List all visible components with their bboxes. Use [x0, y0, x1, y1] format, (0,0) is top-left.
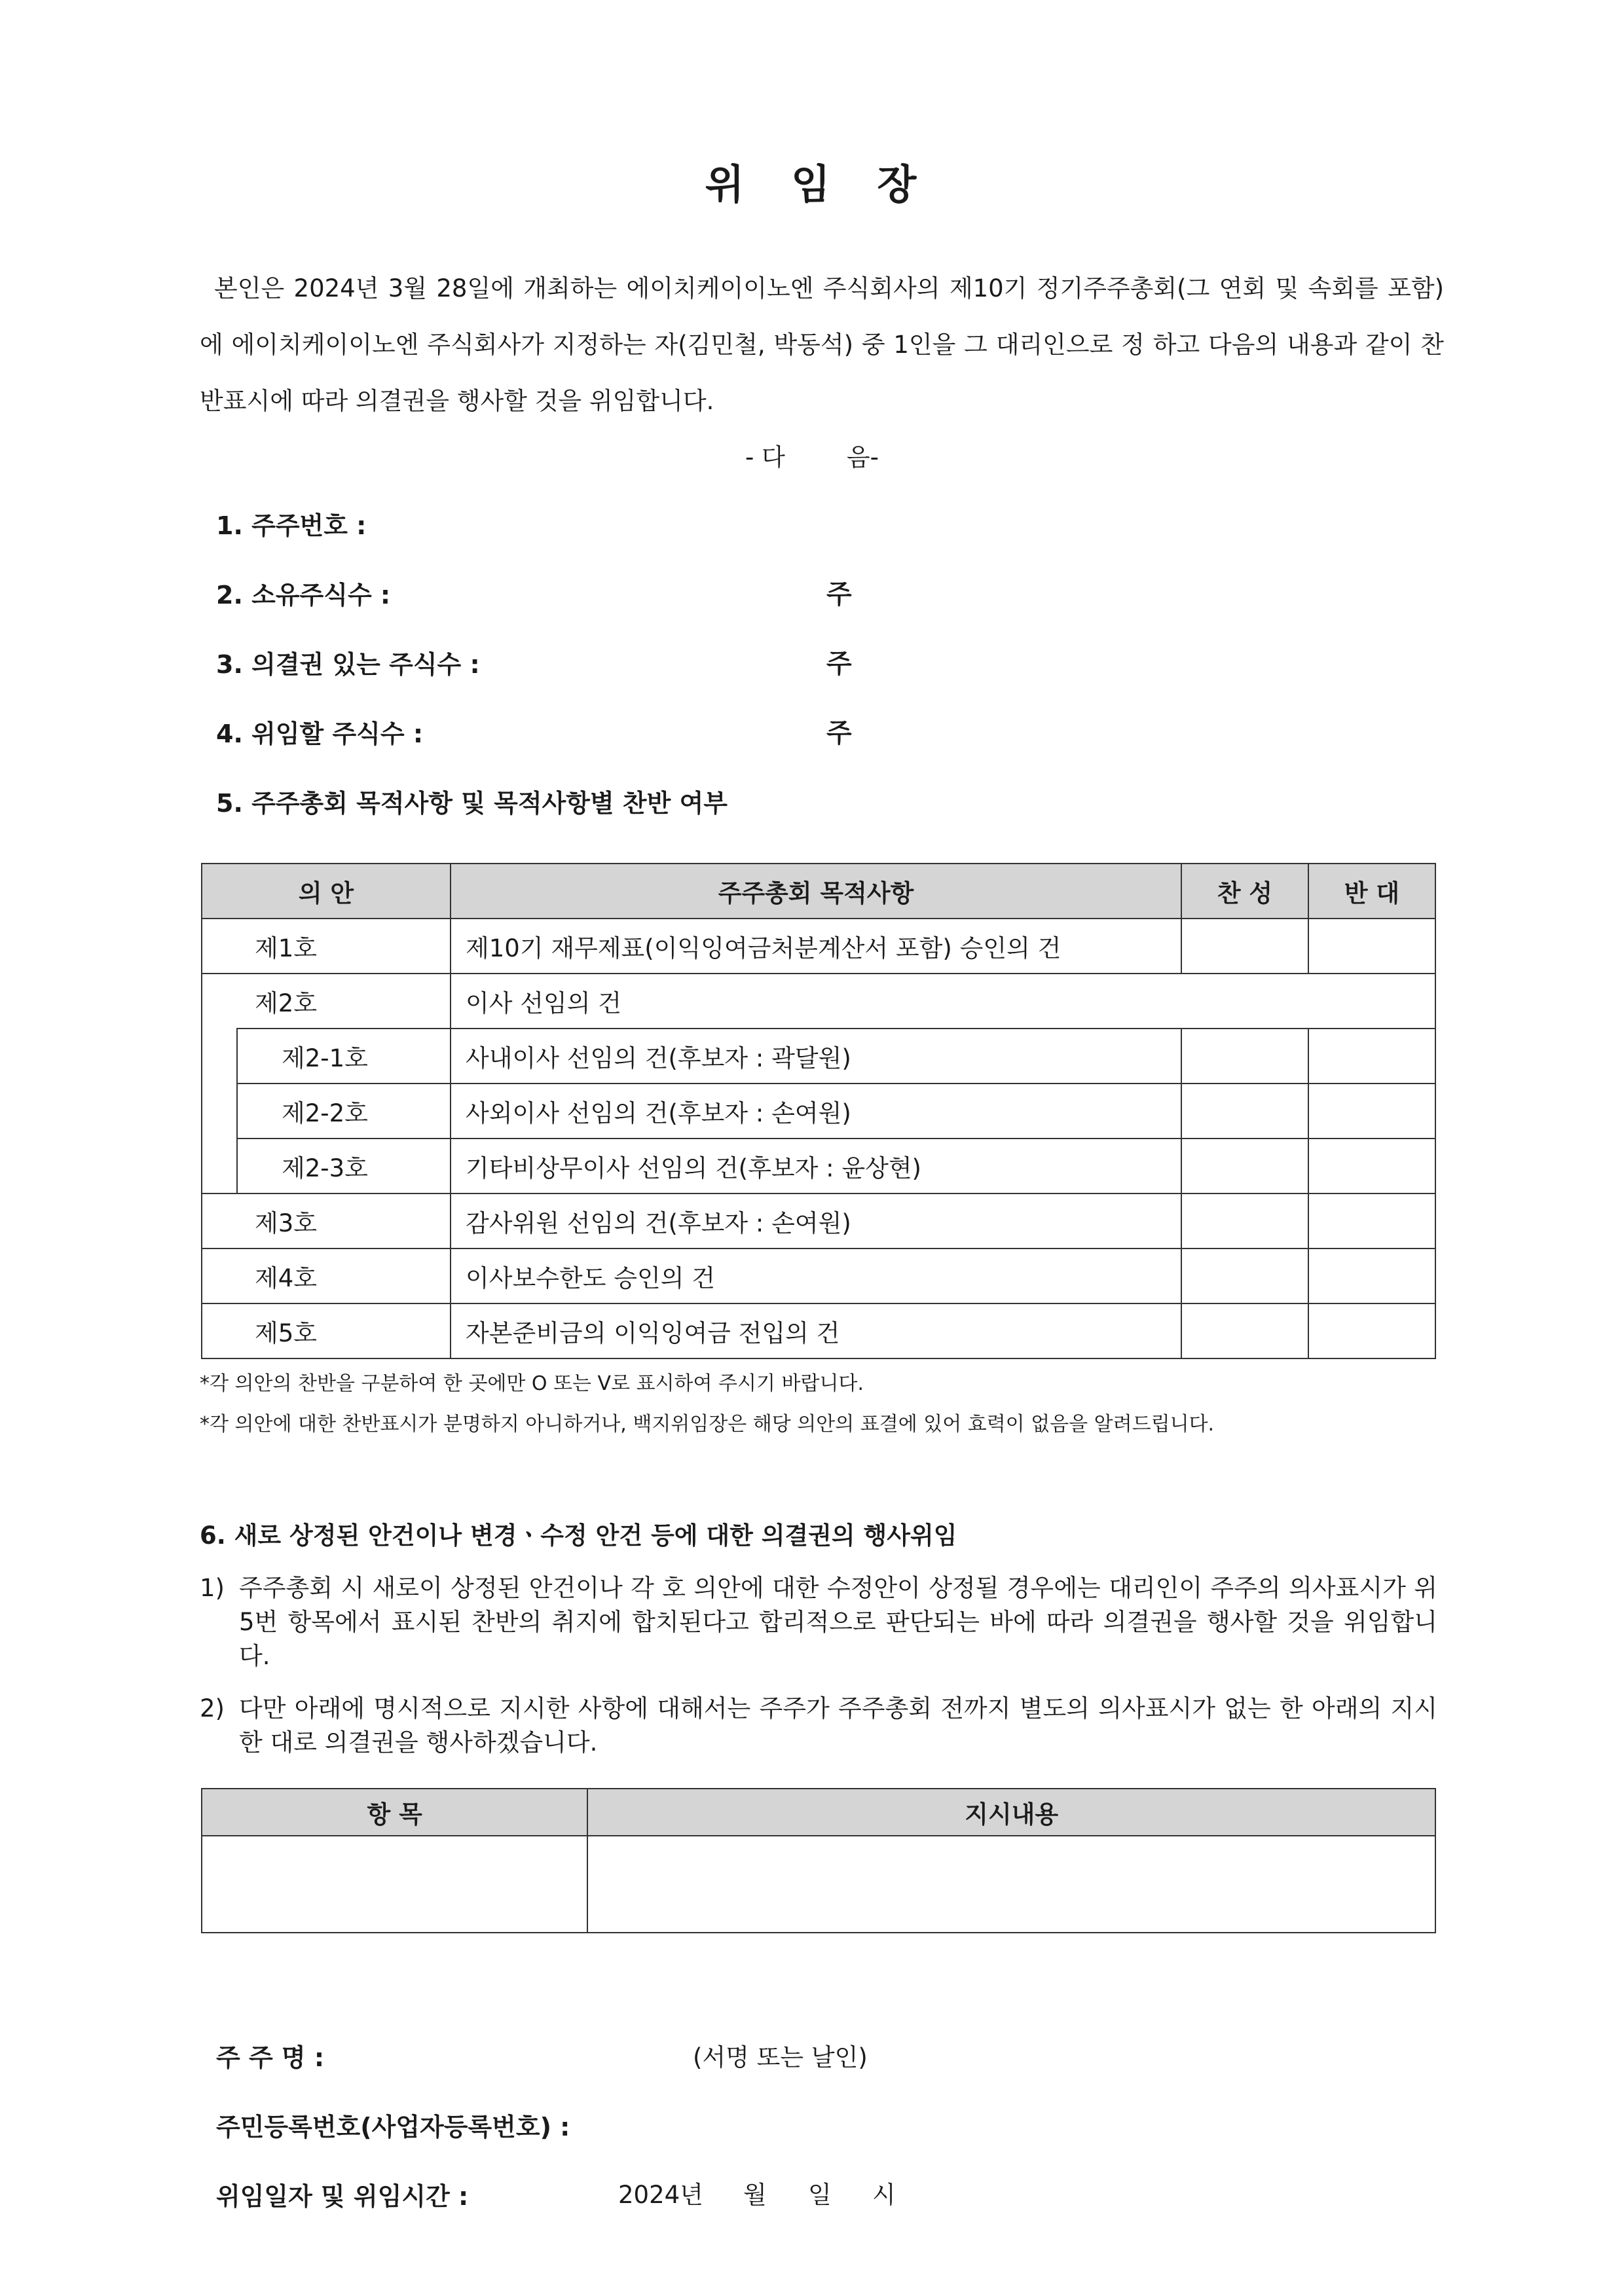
- vote-yes-cell[interactable]: [1181, 1303, 1308, 1358]
- vote-yes-cell[interactable]: [1181, 1084, 1308, 1139]
- table-row: [202, 1836, 1435, 1933]
- date-day: 일: [808, 2181, 832, 2209]
- next-label: - 다 음-: [745, 443, 879, 471]
- signature-seal-label: (서명 또는 날인): [693, 2043, 868, 2071]
- instruction-table: [201, 1788, 1436, 1933]
- instruction-item-cell[interactable]: [202, 1836, 587, 1933]
- agenda-header-no: 의 안: [202, 864, 451, 919]
- vote-yes-cell[interactable]: [1181, 1029, 1308, 1084]
- agenda-no: 제2-1호: [237, 1029, 451, 1084]
- agenda-item: 사외이사 선임의 건(후보자 : 손여원): [451, 1084, 1181, 1139]
- sub-indent: [202, 1029, 237, 1084]
- table-row: [202, 974, 1435, 1029]
- document-title: 위 임 장: [705, 160, 919, 208]
- note-2: *각 의안에 대한 찬반표시가 분명하지 아니하거나, 백지위임장은 해당 의안의 표결에 있어 효력이 없음을 알려드립니다.: [200, 1413, 1215, 1436]
- paragraph-1-text: 주주총회 시 새로이 상정된 안건이나 각 호 의안에 대한 수정안이 상정될 경우에는 대리인이 주주의 의사표시가 위 5번 항목에서 표시된 찬반의 취지에 합치된다고 합리적으로 판단되는 바에 따라 의결권을 행사할 것을 위임합니다.: [239, 1574, 1437, 1670]
- agenda-no: 제1호: [202, 919, 451, 974]
- note-1: *각 의안의 찬반을 구분하여 한 곳에만 O 또는 V로 표시하여 주시기 바랍니다.: [200, 1372, 864, 1395]
- table-row: [202, 1029, 1435, 1084]
- table-row: [202, 1194, 1435, 1248]
- agenda-table: [201, 863, 1436, 1359]
- registration-number-label: 주민등록번호(사업자등록번호) :: [216, 2113, 570, 2141]
- table-row: [202, 1139, 1435, 1194]
- agenda-header-row: [202, 864, 1435, 919]
- intro-paragraph: [200, 261, 1444, 429]
- date-month: 월: [743, 2181, 767, 2209]
- vote-yes-cell[interactable]: [1181, 1139, 1308, 1194]
- agenda-no: 제4호: [202, 1248, 451, 1303]
- table-row: [202, 1303, 1435, 1358]
- section-6-paragraph-2: [200, 1692, 1437, 1760]
- agenda-item: 사내이사 선임의 건(후보자 : 곽달원): [451, 1029, 1181, 1084]
- sub-indent: [202, 1139, 237, 1194]
- agenda-item: 이사보수한도 승인의 건: [451, 1248, 1181, 1303]
- vote-no-cell[interactable]: [1308, 919, 1435, 974]
- vote-no-cell[interactable]: [1308, 1303, 1435, 1358]
- table-row: [202, 1248, 1435, 1303]
- agenda-no: 제3호: [202, 1194, 451, 1248]
- date-hour: 시: [872, 2181, 896, 2209]
- vote-yes-cell[interactable]: [1181, 919, 1308, 974]
- agenda-no: 제2-2호: [237, 1084, 451, 1139]
- vote-yes-cell[interactable]: [1181, 1194, 1308, 1248]
- agenda-item: 이사 선임의 건: [451, 974, 1435, 1029]
- intro-line-1: 본인은 2024년 3월 28일에 개최하는 에이치케이이노엔 주식회사의 제10기 정기주주총회(그 연회 및: [214, 274, 1299, 302]
- instruction-content-cell[interactable]: [587, 1836, 1435, 1933]
- shareholder-name-label: 주 주 명 :: [216, 2043, 325, 2072]
- agenda-header-yes: 찬 성: [1181, 864, 1308, 919]
- agenda-item: 자본준비금의 이익잉여금 전입의 건: [451, 1303, 1181, 1358]
- vote-no-cell[interactable]: [1308, 1084, 1435, 1139]
- table-row: [202, 1084, 1435, 1139]
- instruction-header-content: 지시내용: [587, 1789, 1435, 1836]
- delegated-shares-label: 4. 위임할 주식수 :: [216, 720, 424, 748]
- owned-shares-label: 2. 소유주식수 :: [216, 581, 391, 610]
- agenda-item: 기타비상무이사 선임의 건(후보자 : 윤상현): [451, 1139, 1181, 1194]
- vote-no-cell[interactable]: [1308, 1139, 1435, 1194]
- agenda-section-title: 5. 주주총회 목적사항 및 목적사항별 찬반 여부: [216, 789, 728, 818]
- agenda-item: 감사위원 선임의 건(후보자 : 손여원): [451, 1194, 1181, 1248]
- instruction-header-item: 항 목: [202, 1789, 587, 1836]
- voting-shares-unit: 주: [826, 649, 852, 679]
- table-row: [202, 919, 1435, 974]
- delegation-date-label: 위임일자 및 위임시간 :: [216, 2182, 469, 2211]
- agenda-no: 제2호: [202, 974, 451, 1029]
- sub-indent: [202, 1084, 237, 1139]
- instruction-header-row: [202, 1789, 1435, 1836]
- vote-no-cell[interactable]: [1308, 1194, 1435, 1248]
- delegated-shares-unit: 주: [826, 718, 852, 748]
- paragraph-2-number: 2): [200, 1694, 225, 1722]
- voting-shares-label: 3. 의결권 있는 주식수 :: [216, 650, 480, 679]
- paragraph-1-number: 1): [200, 1574, 225, 1602]
- date-year: 2024년: [618, 2181, 703, 2209]
- owned-shares-unit: 주: [826, 579, 852, 610]
- section-6-title: 6. 새로 상정된 안건이나 변경ㆍ수정 안건 등에 대한 의결권의 행사위임: [200, 1522, 957, 1550]
- agenda-no: 제5호: [202, 1303, 451, 1358]
- agenda-no: 제2-3호: [237, 1139, 451, 1194]
- shareholder-number-label: 1. 주주번호 :: [216, 511, 367, 540]
- intro-line-2: 속회를 포함)에 에이치케이이노엔 주식회사가 지정하는 자(김민철, 박동석) 중 1인을 그 대리인으로 정: [200, 274, 1445, 359]
- agenda-item: 제10기 재무제표(이익잉여금처분계산서 포함) 승인의 건: [451, 919, 1181, 974]
- agenda-header-no-vote: 반 대: [1308, 864, 1435, 919]
- paragraph-2-text: 다만 아래에 명시적으로 지시한 사항에 대해서는 주주가 주주총회 전까지 별도의 의사표시가 없는 한 아래의 지시한 대로 의결권을 행사하겠습니다.: [239, 1694, 1437, 1757]
- section-6-paragraph-1: [200, 1571, 1437, 1673]
- agenda-header-item: 주주총회 목적사항: [451, 864, 1181, 919]
- vote-no-cell[interactable]: [1308, 1248, 1435, 1303]
- vote-yes-cell[interactable]: [1181, 1248, 1308, 1303]
- vote-no-cell[interactable]: [1308, 1029, 1435, 1084]
- intro-line-3: 하고 다음의 내용과 같이 찬반표시에 따라 의결권을 행사할 것을 위임합니다.: [200, 331, 1444, 415]
